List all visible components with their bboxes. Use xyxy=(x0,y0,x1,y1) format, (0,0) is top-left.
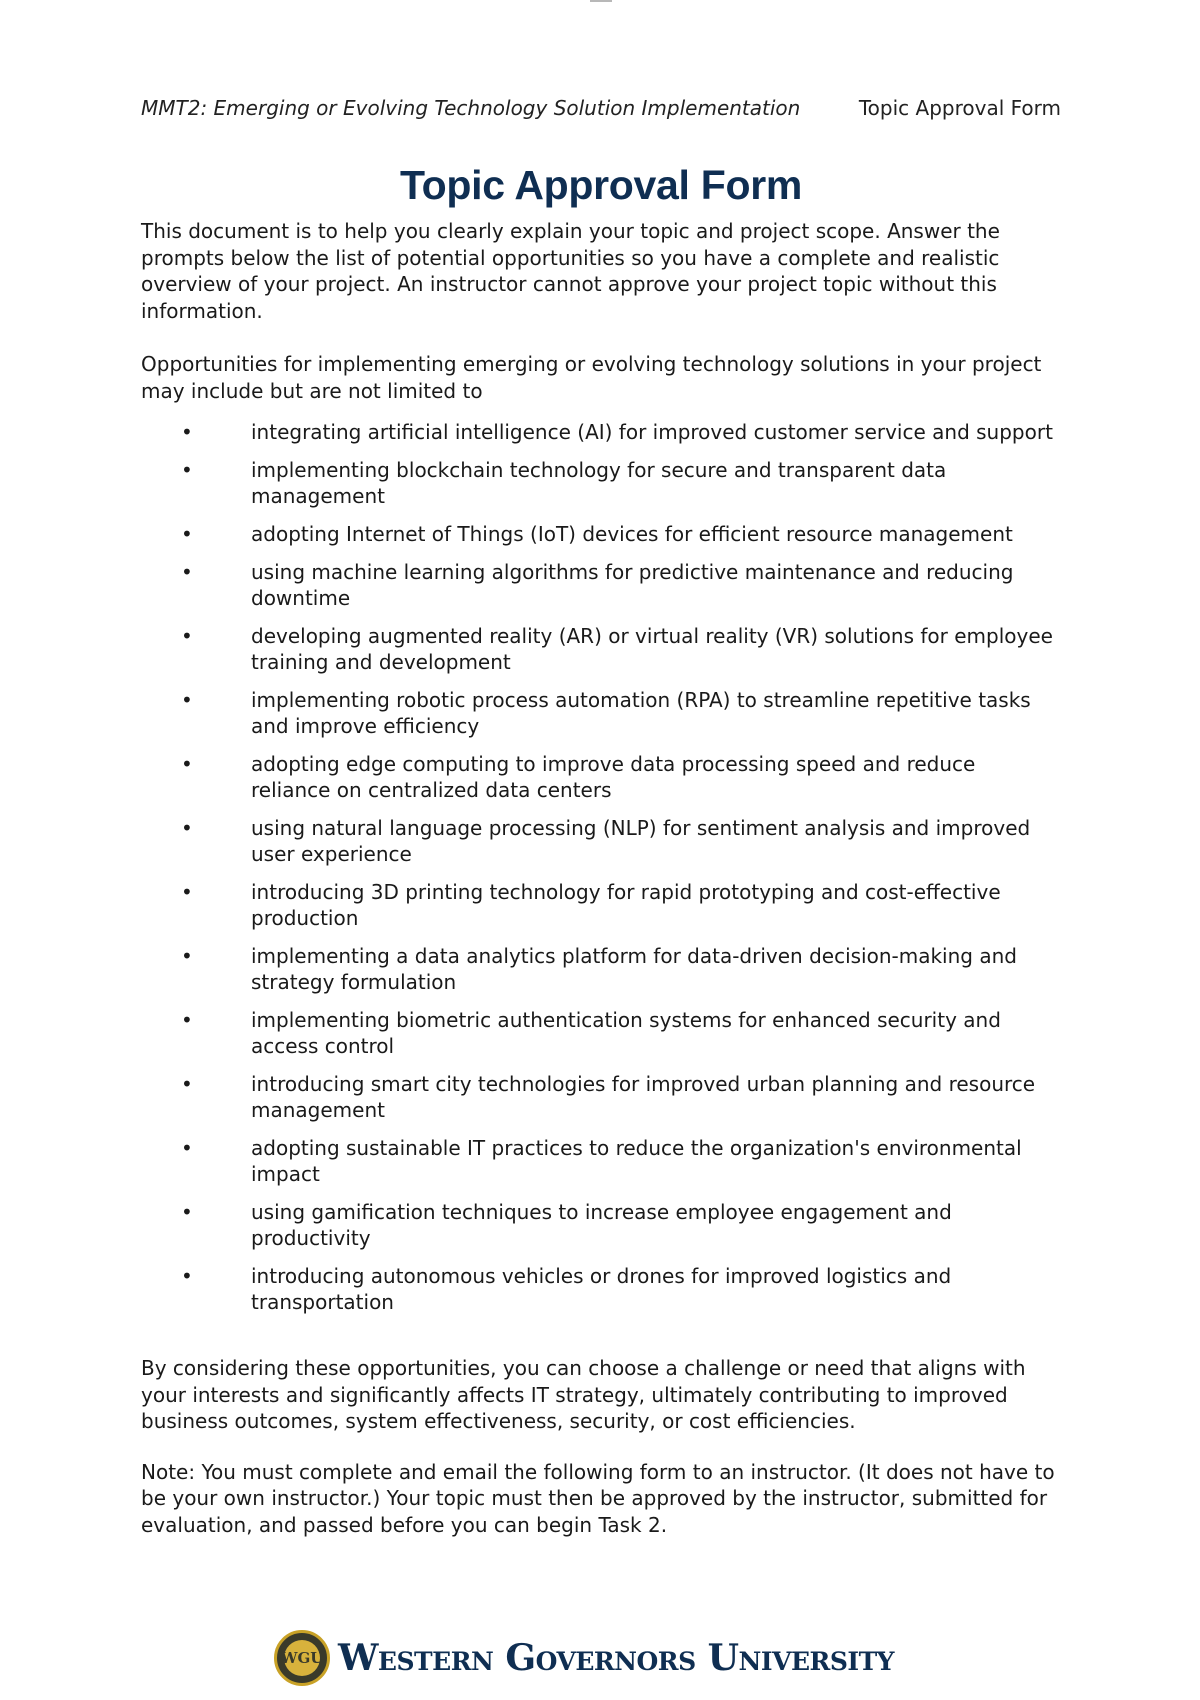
list-item xyxy=(141,1263,1061,1315)
bullet-icon: • xyxy=(181,688,193,712)
bullet-icon: • xyxy=(181,944,193,968)
bullet-icon: • xyxy=(181,880,193,904)
header-form-label: Topic Approval Form xyxy=(858,96,1061,120)
course-title: MMT2: Emerging or Evolving Technology Solution Implementation xyxy=(141,96,801,120)
list-item-text: implementing a data analytics platform for data-driven decision-making and strategy formulation xyxy=(251,944,1017,994)
page-top-mark xyxy=(590,0,612,2)
list-item-text: integrating artificial intelligence (AI) for improved customer service and support xyxy=(251,420,1053,444)
list-item-text: implementing blockchain technology for secure and transparent data management xyxy=(251,458,947,508)
list-item xyxy=(141,623,1061,675)
list-item xyxy=(141,521,1061,547)
bullet-icon: • xyxy=(181,420,193,444)
bullet-icon: • xyxy=(181,458,193,482)
list-item-text: adopting Internet of Things (IoT) devices for efficient resource management xyxy=(251,522,1013,546)
bullet-icon: • xyxy=(181,1264,193,1288)
list-item-text: implementing biometric authentication systems for enhanced security and access control xyxy=(251,1008,1001,1058)
page-title: Topic Approval Form xyxy=(399,162,803,208)
list-item-text: introducing smart city technologies for improved urban planning and resource management xyxy=(251,1072,1036,1122)
document-page xyxy=(141,96,1061,1538)
university-wordmark: Western Governors University xyxy=(338,1637,895,1679)
list-item xyxy=(141,559,1061,611)
wgu-logo xyxy=(274,1630,894,1686)
list-item-text: introducing 3D printing technology for rapid prototyping and cost-effective production xyxy=(251,880,1001,930)
list-item xyxy=(141,1071,1061,1123)
opportunities-intro: Opportunities for implementing emerging or evolving technology solutions in your project may include but are not limited to xyxy=(141,352,1042,403)
bullet-icon: • xyxy=(181,1008,193,1032)
list-item xyxy=(141,943,1061,995)
list-item xyxy=(141,815,1061,867)
list-item-text: using gamification techniques to increase employee engagement and productivity xyxy=(251,1200,952,1250)
list-item xyxy=(141,687,1061,739)
bullet-icon: • xyxy=(181,1072,193,1096)
bullet-icon: • xyxy=(181,1136,193,1160)
list-item-text: implementing robotic process automation (RPA) to streamline repetitive tasks and improve efficiency xyxy=(251,688,1031,738)
list-item xyxy=(141,419,1061,445)
intro-paragraph: This document is to help you clearly explain your topic and project scope. Answer the prompts below the list of potential opportunities so you have a complete and realistic overview of your project. An instructor cannot approve your project topic without this information. xyxy=(141,219,1000,323)
university-seal-icon xyxy=(274,1630,330,1686)
bullet-icon: • xyxy=(181,752,193,776)
list-item xyxy=(141,1199,1061,1251)
list-item xyxy=(141,1007,1061,1059)
bullet-icon: • xyxy=(181,816,193,840)
list-item xyxy=(141,879,1061,931)
seal-monogram: WGU xyxy=(284,1640,320,1676)
list-item-text: adopting edge computing to improve data processing speed and reduce reliance on centralized data centers xyxy=(251,752,976,802)
bullet-icon: • xyxy=(181,560,193,584)
list-item-text: introducing autonomous vehicles or drones for improved logistics and transportation xyxy=(251,1264,952,1314)
list-item xyxy=(141,751,1061,803)
closing-paragraph: By considering these opportunities, you can choose a challenge or need that aligns with your interests and significantly affects IT strategy, ultimately contributing to improved business outcomes, system effectiveness, security, or cost efficiencies. xyxy=(141,1356,1026,1433)
list-item-text: developing augmented reality (AR) or virtual reality (VR) solutions for employee training and development xyxy=(251,624,1053,674)
list-item-text: using machine learning algorithms for predictive maintenance and reducing downtime xyxy=(251,560,1014,610)
running-header xyxy=(141,96,1061,120)
bullet-icon: • xyxy=(181,522,193,546)
note-paragraph: Note: You must complete and email the following form to an instructor. (It does not have to be your own instructor.) Your topic must then be approved by the instructor, submitted for evaluation, and passed before you can begin Task 2. xyxy=(141,1459,1055,1537)
bullet-icon: • xyxy=(181,1200,193,1224)
list-item xyxy=(141,457,1061,509)
bullet-icon: • xyxy=(181,624,193,648)
list-item-text: adopting sustainable IT practices to reduce the organization's environmental impact xyxy=(251,1136,1022,1186)
opportunities-list xyxy=(141,419,1061,1315)
list-item xyxy=(141,1135,1061,1187)
list-item-text: using natural language processing (NLP) for sentiment analysis and improved user experience xyxy=(251,816,1031,866)
